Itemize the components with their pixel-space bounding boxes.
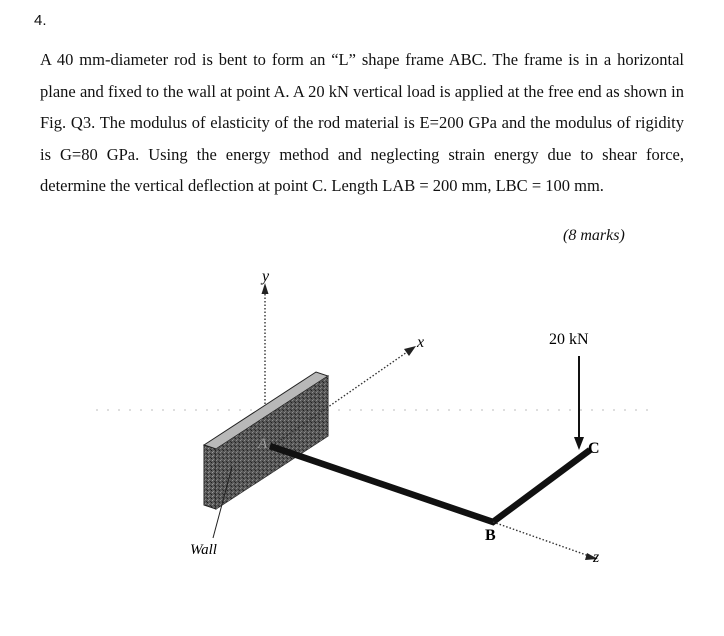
z-axis-line <box>493 522 592 557</box>
x-axis-label: x <box>417 334 425 351</box>
load-arrowhead <box>574 437 584 450</box>
z-axis-label: z <box>593 549 600 566</box>
rod-abc <box>270 446 590 522</box>
point-b-label: B <box>485 527 496 544</box>
x-axis-arrowhead <box>404 346 416 356</box>
point-a-label: A <box>258 436 268 452</box>
point-c-label: C <box>588 440 600 457</box>
y-axis-label: y <box>262 268 270 285</box>
question-number: 4. <box>34 12 47 29</box>
wall-label: Wall <box>190 542 217 558</box>
marks-label: (8 marks) <box>563 227 625 244</box>
question-body: A 40 mm-diameter rod is bent to form an “L” shape frame ABC. The frame is in a horizontal plane and fixed to the wall at point A. A 20 kN vertical load is applied at the free end as shown in Fig. Q3. The modulus of elasticity of the rod material is E=200 GPa and the modulus of rigidity is G=80 GPa. Using the energy method and neglecting strain energy due to shear force, determine the vertical deflection at point C. Length LAB = 200 mm, LBC = 100 mm. <box>40 50 689 195</box>
load-label: 20 kN <box>549 331 589 348</box>
